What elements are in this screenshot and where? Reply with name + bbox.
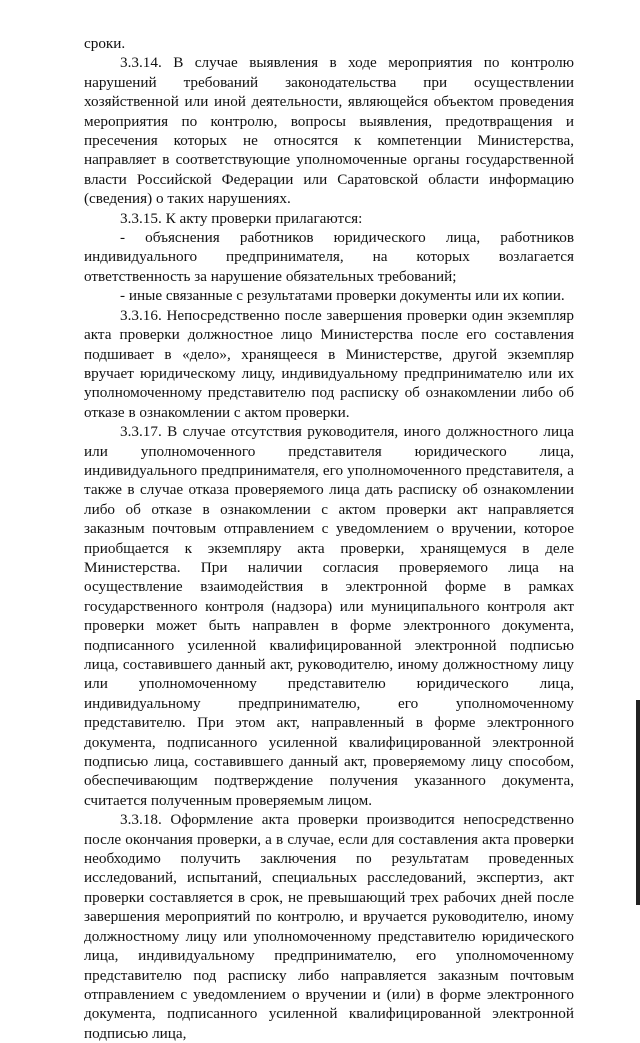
paragraph-3-3-14: 3.3.14. В случае выявления в ходе мероприятия по контролю нарушений требований законодательства при осуществлении хозяйственной или иной деятельности, являющейся объектом проведения мероприятия по контролю, вопросы выявления, предотвращения и пресечения которых не относятся к компетенции Министерства, направляет в соответствующие уполномоченные органы государственной власти Российской Федерации или Саратовской области информацию (сведения) о таких нарушениях. (84, 54, 574, 208)
scan-edge-shadow (636, 700, 640, 905)
list-item-documents: - иные связанные с результатами проверки документы или их копии. (120, 287, 565, 305)
paragraph-3-3-18: 3.3.18. Оформление акта проверки производится непосредственно после окончания проверки, а в случае, если для составления акта проверки необходимо получить заключения по результатам проведенных исследований, испытаний, специальных расследований, экспертиз, акт проверки составляется в срок, не превышающий трех рабочих дней после завершения мероприятий по контролю, и вручается руководителю, иному должностному лицу или уполномоченному представителю юридического лица, индивидуальному предпринимателю, его уполномоченному представителю под расписку либо направляется заказным почтовым отправлением с уведомлением о вручении и (или) в форме электронного документа, подписанного усиленной квалифицированной электронной подписью лица, (84, 811, 574, 1042)
paragraph-3-3-16: 3.3.16. Непосредственно после завершения проверки один экземпляр акта проверки должностное лицо Министерства после его составления подшивает в «дело», хранящееся в Министерстве, другой экземпляр вручает юридическому лицу, индивидуальному предпринимателю или их уполномоченному представителю под расписку об ознакомлении либо об отказе в ознакомлении с актом проверки. (84, 306, 574, 421)
paragraph-3-3-17: 3.3.17. В случае отсутствия руководителя, иного должностного лица или уполномоченного представителя юридического лица, индивидуального предпринимателя, его уполномоченного представителя, а также в случае отказа проверяемого лица дать расписку об ознакомлении либо об отказе в ознакомлении с актом проверки акт направляется заказным почтовым отправлением с уведомлением о вручении, которое приобщается к экземпляру акта проверки, хранящемуся в деле Министерства. При наличии согласия проверяемого лица на осуществление взаимодействия в электронной форме в рамках государственного контроля (надзора) или муниципального контроля акт проверки может быть направлен в форме электронного документа, подписанного усиленной квалифицированной электронной подписью лица, составившего данный акт, руководителю, иному должностному лицу или уполномоченному представителю юридического лица, индивидуальному предпринимателю, его уполномоченному представителю. При этом акт, направленный в форме электронного документа, подписанного усиленной квалифицированной электронной подписью лица, составившего данный акт, проверяемому лицу способом, обеспечивающим подтверждение получения указанного документа, считается полученным проверяемым лицом. (84, 423, 574, 809)
list-item-explanations: - объяснения работников юридического лица, работников индивидуального предпринимателя, на которых возлагается ответственность за нарушение обязательных требований; (84, 229, 574, 285)
paragraph-3-3-15: 3.3.15. К акту проверки прилагаются: (120, 209, 363, 227)
document-body (84, 34, 574, 1043)
paragraph-continuation: сроки. (84, 35, 126, 52)
